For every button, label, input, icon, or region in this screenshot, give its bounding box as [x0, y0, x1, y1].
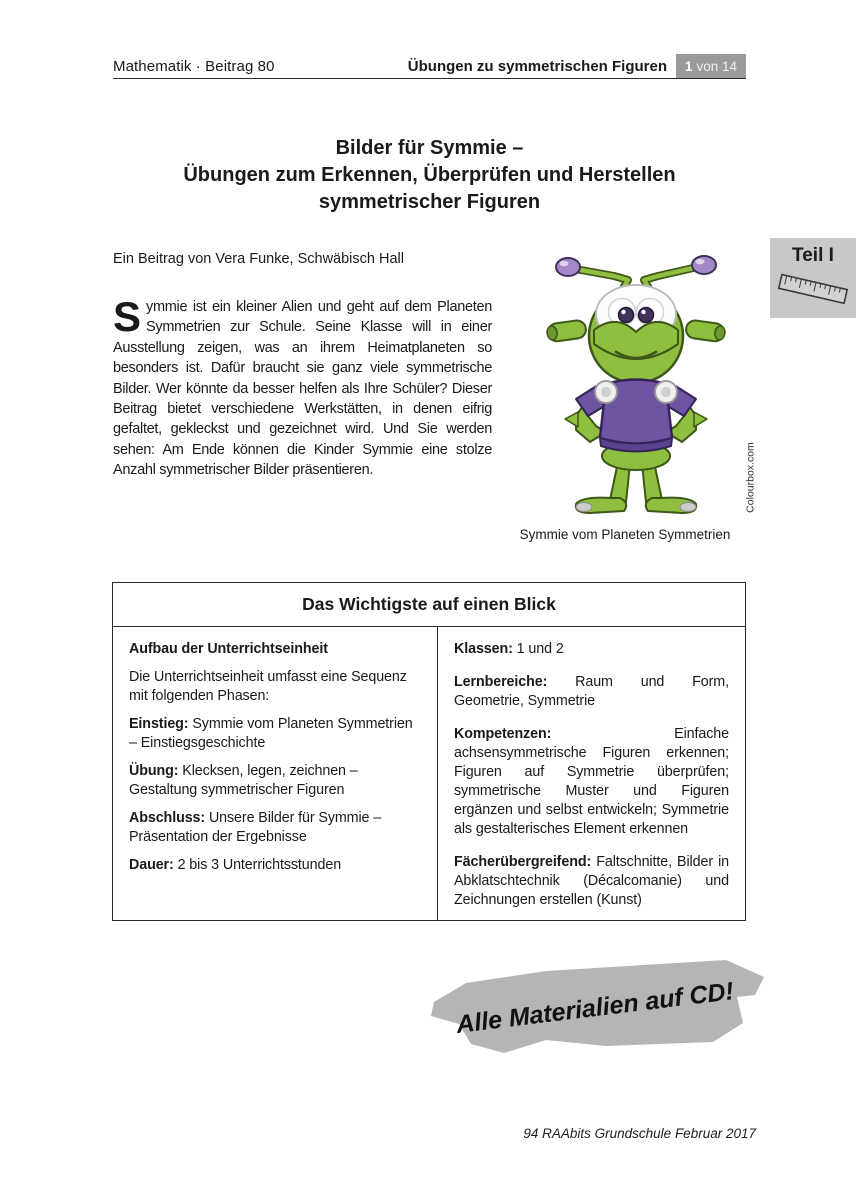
- page-header: [113, 55, 746, 79]
- overview-item-einstieg: [129, 715, 421, 753]
- alien-head: [589, 285, 683, 383]
- overview-item-kompetenzen: [454, 725, 729, 839]
- item-label: Fächerübergreifend:: [454, 854, 592, 870]
- header-topic-label: Übungen zu symmetrischen Figuren: [407, 58, 667, 75]
- overview-box: [112, 582, 746, 921]
- item-text: Klecksen, legen, zeichnen – Gestaltung symmetrischer Figuren: [129, 763, 358, 798]
- item-label: Lernbereiche:: [454, 674, 548, 690]
- cd-banner-text: Alle Materialien auf CD!: [454, 977, 736, 1039]
- item-label: Einstieg:: [129, 716, 189, 732]
- title-line-2: Übungen zum Erkennen, Überprüfen und Herstellen: [183, 164, 676, 186]
- overview-item-faecheruebergreifend: [454, 853, 729, 910]
- overview-left-heading: Aufbau der Unterrichtseinheit: [129, 641, 328, 657]
- item-label: Kompetenzen:: [454, 726, 552, 742]
- cd-banner: [424, 956, 768, 1062]
- figure-caption: Symmie vom Planeten Symmetrien: [519, 527, 731, 542]
- title-line-1: Bilder für Symmie –: [335, 137, 524, 159]
- item-text: Raum und Form, Geometrie, Symmetrie: [454, 674, 729, 709]
- section-tab-teil-1: [770, 238, 856, 318]
- item-label: Abschluss:: [129, 810, 206, 826]
- page-total: von 14: [696, 58, 738, 74]
- author-byline: Ein Beitrag von Vera Funke, Schwäbisch Hall: [113, 251, 404, 267]
- overview-item-dauer: [129, 856, 421, 875]
- item-text: 1 und 2: [516, 641, 564, 657]
- overview-item-abschluss: [129, 809, 421, 847]
- overview-box-title: Das Wichtigste auf einen Blick: [113, 583, 745, 627]
- overview-left-column: [113, 627, 438, 920]
- ruler-icon: [776, 268, 850, 314]
- overview-item-uebung: [129, 762, 421, 800]
- item-text: Einfache achsensymmetrische Figuren erkennen; Figuren auf Symmetrie überprüfen; symmetrische Muster und Figuren ergänzen und selbst entwickeln; Symmetrie als gestalterisches Element erkennen: [454, 726, 729, 837]
- drop-cap: S: [113, 293, 142, 340]
- page-title: [113, 135, 746, 216]
- page-footer: 94 RAAbits Grundschule Februar 2017: [523, 1126, 756, 1141]
- overview-right-column: [438, 627, 745, 920]
- overview-left-intro: Die Unterrichtseinheit umfasst eine Sequenz mit folgenden Phasen:: [129, 669, 407, 704]
- header-series-label: Mathematik · Beitrag 80: [113, 58, 275, 75]
- alien-illustration: [532, 252, 740, 520]
- item-text: Faltschnitte, Bilder in Abklatschtechnik (Décalcomanie) und Zeichnungen erstellen (Kunst): [454, 854, 729, 908]
- title-line-3: symmetrischer Figuren: [318, 191, 541, 213]
- item-text: 2 bis 3 Unterrichtsstunden: [177, 857, 342, 873]
- page-number-badge: [676, 54, 746, 78]
- section-tab-label: Teil I: [792, 245, 834, 266]
- overview-box-columns: [113, 627, 745, 920]
- intro-text: ymmie ist ein kleiner Alien und geht auf dem Planeten Symmetrien zur Schule. Seine Klasse will in einer Ausstellung zeigen, was an ihrem Heimatplaneten so besonders ist. Dafür braucht sie ganz viele symmetrische Bilder. Wer könnte da besser helfen als Ihre Schüler? Dieser Beitrag bietet verschiedene Werkstätten, in denen eifrig gefaltet, gekleckst und gezeichnet wird. Und Sie werden sehen: Am Ende können die Kinder Symmie eine stolze Anzahl symmetrischer Bilder präsentieren.: [113, 299, 492, 479]
- overview-item-lernbereiche: [454, 673, 729, 711]
- item-label: Klassen:: [454, 641, 513, 657]
- overview-item-klassen: [454, 640, 729, 659]
- item-label: Übung:: [129, 763, 179, 779]
- alien-shirt: [576, 380, 696, 452]
- figure-credit: Colourbox.com: [744, 442, 757, 513]
- page-current: 1: [684, 58, 693, 74]
- item-label: Dauer:: [129, 857, 174, 873]
- item-text: Unsere Bilder für Symmie – Präsentation der Ergebnisse: [129, 810, 382, 845]
- item-text: Symmie vom Planeten Symmetrien – Einstiegsgeschichte: [129, 716, 413, 751]
- intro-paragraph: [113, 293, 492, 481]
